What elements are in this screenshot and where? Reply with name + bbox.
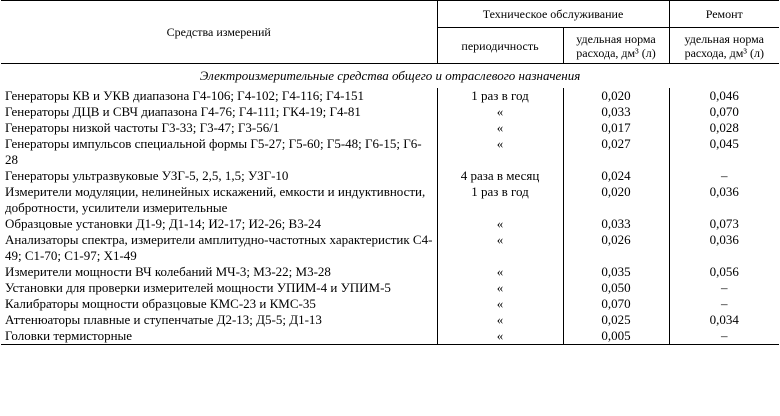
periodicity-cell: 4 раза в месяц — [437, 168, 563, 184]
maintenance-norm-cell: 0,027 — [563, 136, 669, 168]
column-group-maintenance: Техническое обслуживание — [437, 1, 669, 28]
column-group-repair: Ремонт — [669, 1, 779, 28]
repair-norm-cell: 0,070 — [669, 104, 779, 120]
periodicity-cell: « — [437, 136, 563, 168]
table-row — [1, 184, 779, 216]
periodicity-cell: « — [437, 264, 563, 280]
table-row — [1, 264, 779, 280]
repair-norm-cell: 0,073 — [669, 216, 779, 232]
maintenance-norm-cell: 0,020 — [563, 184, 669, 216]
maintenance-norm-cell: 0,026 — [563, 232, 669, 264]
maintenance-norm-cell: 0,025 — [563, 312, 669, 328]
periodicity-cell: 1 раз в год — [437, 184, 563, 216]
repair-norm-cell: 0,045 — [669, 136, 779, 168]
device-name-cell: Головки термисторные — [1, 328, 437, 345]
maintenance-norm-cell: 0,024 — [563, 168, 669, 184]
repair-norm-cell: – — [669, 328, 779, 345]
maintenance-norm-cell: 0,020 — [563, 88, 669, 104]
repair-norm-cell: 0,034 — [669, 312, 779, 328]
maintenance-norm-cell: 0,017 — [563, 120, 669, 136]
maintenance-norm-cell: 0,070 — [563, 296, 669, 312]
table-row — [1, 232, 779, 264]
periodicity-cell: « — [437, 296, 563, 312]
maintenance-norm-cell: 0,035 — [563, 264, 669, 280]
column-header-periodicity: периодичность — [437, 28, 563, 64]
periodicity-cell: « — [437, 312, 563, 328]
table-row — [1, 328, 779, 345]
repair-norm-cell: 0,036 — [669, 232, 779, 264]
measurement-norms-table — [1, 0, 779, 345]
device-name-cell: Генераторы низкой частоты Г3-33; Г3-47; Г3-56/1 — [5, 120, 280, 135]
repair-norm-cell: – — [669, 168, 779, 184]
table-row — [1, 312, 779, 328]
table-row — [1, 88, 779, 104]
device-name-cell: Аттенюаторы плавные и ступенчатые Д2-13; Д5-5; Д1-13 — [5, 312, 322, 327]
periodicity-cell: « — [437, 120, 563, 136]
column-header-maintenance-norm: удельная норма расхода, дм³ (л) — [563, 28, 669, 64]
repair-norm-cell: – — [669, 296, 779, 312]
device-name-cell: Анализаторы спектра, измерители амплитудно-частотных характеристик С4-49; С1-70; С1-97; Х1-49 — [5, 232, 433, 263]
device-name-cell: Измерители мощности ВЧ колебаний МЧ-3; М3-22; М3-28 — [5, 264, 331, 279]
maintenance-norm-cell: 0,033 — [563, 216, 669, 232]
periodicity-cell: « — [437, 216, 563, 232]
section-title: Электроизмерительные средства общего и отраслевого назначения — [199, 68, 581, 83]
table-row — [1, 296, 779, 312]
periodicity-cell: « — [437, 232, 563, 264]
repair-norm-cell: 0,056 — [669, 264, 779, 280]
device-name-cell: Генераторы импульсов специальной формы Г5-27; Г5-60; Г5-48; Г6-15; Г6-28 — [5, 136, 422, 167]
device-name-cell: Измерители модуляции, нелинейных искажений, емкости и индуктивности, добротности, усилители измерительные — [5, 184, 426, 215]
device-name-cell: Генераторы ДЦВ и СВЧ диапазона Г4-76; Г4-111; ГК4-19; Г4-81 — [5, 104, 361, 119]
repair-norm-cell: 0,046 — [669, 88, 779, 104]
column-header-repair-norm: удельная норма расхода, дм³ (л) — [669, 28, 779, 64]
maintenance-norm-cell: 0,005 — [563, 328, 669, 345]
table-row — [1, 104, 779, 120]
device-name-cell: Образцовые установки Д1-9; Д1-14; И2-17; И2-26; В3-24 — [5, 216, 322, 231]
table-row — [1, 216, 779, 232]
repair-norm-cell: 0,028 — [669, 120, 779, 136]
repair-norm-cell: 0,036 — [669, 184, 779, 216]
column-header-means: Средства измерений — [1, 1, 437, 64]
device-name-cell: Калибраторы мощности образцовые КМС-23 и КМС-35 — [5, 296, 316, 311]
table-row — [1, 120, 779, 136]
periodicity-cell: « — [437, 280, 563, 296]
table-row — [1, 136, 779, 168]
device-name-cell: Генераторы ультразвуковые УЗГ-5, 2,5, 1,5; УЗГ-10 — [5, 168, 289, 183]
repair-norm-cell: – — [669, 280, 779, 296]
device-name-cell: Установки для проверки измерителей мощности УПИМ-4 и УПИМ-5 — [5, 280, 391, 295]
table-row — [1, 168, 779, 184]
device-name-cell: Генераторы КВ и УКВ диапазона Г4-106; Г4-102; Г4-116; Г4-151 — [5, 88, 364, 103]
table-row — [1, 280, 779, 296]
periodicity-cell: 1 раз в год — [437, 88, 563, 104]
maintenance-norm-cell: 0,050 — [563, 280, 669, 296]
periodicity-cell: « — [437, 104, 563, 120]
periodicity-cell: « — [437, 328, 563, 345]
maintenance-norm-cell: 0,033 — [563, 104, 669, 120]
